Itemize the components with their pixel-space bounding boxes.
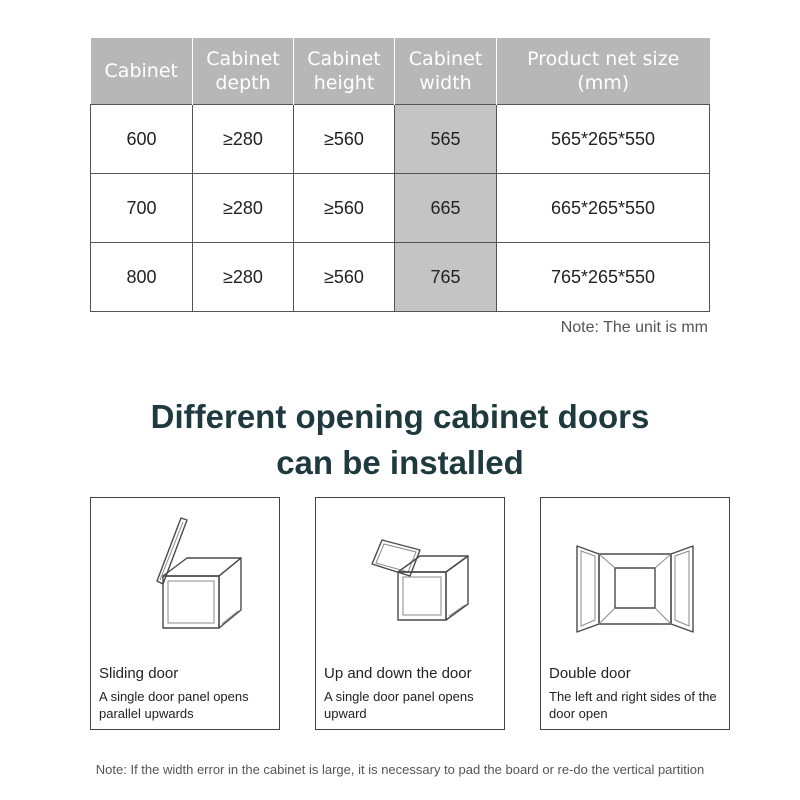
cell-height: ≥560 — [294, 174, 395, 243]
header-cabinet: Cabinet — [91, 38, 193, 105]
card-description: A single door panel opens parallel upwards — [99, 689, 249, 721]
double-door-icon — [541, 506, 729, 656]
cell-net-size: 565*265*550 — [497, 105, 710, 174]
door-card-flip-up — [315, 497, 505, 730]
card-description: The left and right sides of the door open — [549, 689, 717, 721]
unit-note: Note: The unit is mm — [560, 319, 708, 336]
cell-cabinet: 700 — [91, 174, 193, 243]
header-cabinet-height: Cabinet height — [294, 38, 395, 105]
cell-width: 565 — [395, 105, 497, 174]
cell-height: ≥560 — [294, 105, 395, 174]
table-row — [91, 243, 710, 312]
card-title: Up and down the door — [324, 665, 472, 682]
cell-depth: ≥280 — [193, 174, 294, 243]
cell-width: 665 — [395, 174, 497, 243]
cell-net-size: 665*265*550 — [497, 174, 710, 243]
header-cabinet-depth: Cabinet depth — [193, 38, 294, 105]
width-error-note: Note: If the width error in the cabinet is large, it is necessary to pad the board or re-do the vertical partition — [95, 762, 705, 777]
table-row — [91, 174, 710, 243]
cell-net-size: 765*265*550 — [497, 243, 710, 312]
headline-line-2: can be installed — [276, 444, 524, 481]
cell-width: 765 — [395, 243, 497, 312]
sliding-door-icon — [91, 506, 279, 656]
door-card-double — [540, 497, 730, 730]
card-description: A single door panel opens upward — [324, 689, 474, 721]
header-cabinet-width: Cabinet width — [395, 38, 497, 105]
card-title: Double door — [549, 665, 631, 682]
cell-depth: ≥280 — [193, 243, 294, 312]
table-row — [91, 105, 710, 174]
cell-cabinet: 800 — [91, 243, 193, 312]
header-product-net-size: Product net size (mm) — [497, 38, 710, 105]
cell-depth: ≥280 — [193, 105, 294, 174]
card-title: Sliding door — [99, 665, 179, 682]
table-header-row — [91, 38, 710, 105]
section-headline — [0, 394, 800, 486]
cell-cabinet: 600 — [91, 105, 193, 174]
flip-up-door-icon — [316, 506, 504, 656]
cabinet-size-table — [90, 38, 710, 312]
cell-height: ≥560 — [294, 243, 395, 312]
door-card-sliding — [90, 497, 280, 730]
headline-line-1: Different opening cabinet doors — [150, 398, 650, 435]
